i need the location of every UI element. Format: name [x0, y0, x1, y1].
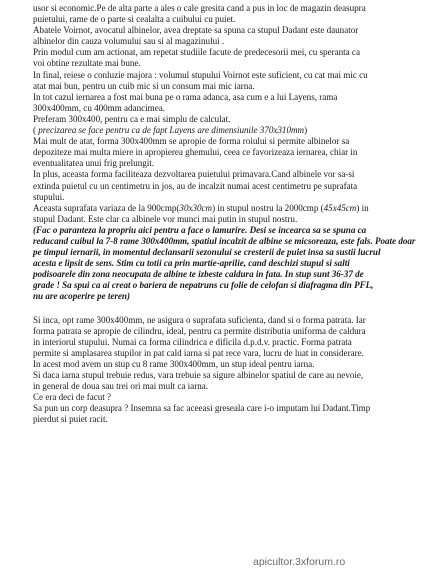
text-line	[33, 103, 433, 114]
text-line	[33, 403, 433, 414]
body-text: albinelor din cauza volumului sau si al magazinului .	[33, 36, 225, 47]
body-text: Abatele Voirnot, avocatul albinelor, avea dreptate sa spuna ca stupul Dadant este daunator	[33, 25, 359, 36]
text-line	[33, 81, 433, 92]
body-text: in general de doua sau trei ori mai mult ca iarna.	[33, 381, 208, 392]
body-text: Ce era deci de facut ?	[33, 392, 112, 403]
body-text: extinda puietul cu un centimetru in jos, au de incalzit numai acest centimetru pe suprafata	[33, 180, 358, 191]
text-section	[33, 3, 433, 303]
emphasized-text: reducand cuibul la 7-8 rame 300x400mm, spatiul incalzit de albine se micsoreaza, este fals. Poate doar	[33, 235, 416, 246]
emphasized-text: 30x30cm	[179, 202, 213, 213]
text-line	[33, 14, 433, 25]
text-line	[33, 381, 433, 392]
emphasized-text: (Fac o paranteza la propriu aici pentru a face o lamurire. Desi se incearca sa se spuna ca	[33, 224, 367, 235]
text-section	[33, 315, 433, 426]
body-text: forma patrata se apropie de cilindru, ideal, pentru ca permite distributia uniforma de caldura	[33, 325, 366, 336]
body-text: eventualitatea unui frig prelungit.	[33, 158, 155, 169]
site-watermark: apicultor.3xforum.ro	[253, 556, 346, 568]
text-line	[33, 348, 433, 359]
body-text: depoziteze mai multa miere in apropierea ghemului, ceea ce favorizeaza iernarea, chiar in	[33, 147, 358, 158]
text-line	[33, 147, 433, 158]
document-page	[33, 3, 433, 425]
body-text: ) in	[356, 202, 369, 213]
text-line	[33, 3, 433, 14]
emphasized-text: pe timpul iernarii, in momentul declansarii sezonului se cresterii de puiet insa sa sustii lucrul	[33, 247, 381, 258]
text-line	[33, 258, 433, 269]
body-text: Preferam 300x400, pentru ca e mai simplu de calculat.	[33, 113, 231, 124]
text-line	[33, 169, 433, 180]
text-line	[33, 337, 433, 348]
body-text: in interiorul stupului. Numai ca forma cilindrica e dificila d.p.d.v. practic. Forma patrata	[33, 336, 352, 347]
text-line	[33, 58, 433, 69]
body-text: )	[304, 125, 308, 136]
text-line	[33, 136, 433, 147]
body-text: Si daca iarna stupul trebuie redus, vara trebuie sa sigure albinelor spatiul de care au nevoie,	[33, 370, 364, 380]
text-line	[33, 125, 433, 136]
text-line	[33, 247, 433, 258]
body-text: atat mai bun, pentru un cuib mic si un consum mai mic iarna.	[33, 80, 255, 91]
text-line	[33, 236, 433, 247]
body-text: Mai mult de atat, forma 300x400mm se apropie de forma roiului si permite albinelor sa	[33, 136, 350, 147]
text-line	[33, 359, 433, 370]
body-text: stupului.	[33, 191, 65, 202]
text-line	[33, 203, 433, 214]
body-text: ) in stupul nostru la 2000cmp (	[212, 202, 324, 213]
body-text: pierdut si puiet racit.	[33, 414, 108, 425]
emphasized-text: nu are acoperire pe teren)	[33, 291, 130, 302]
text-line	[33, 414, 433, 425]
text-line	[33, 114, 433, 125]
body-text: puietului, rame de o parte si cealalta a cuibului cu puiet.	[33, 14, 236, 25]
emphasized-text: precizarea se face pentru ca de fapt Layens are dimensiunile 370x310mm	[38, 125, 305, 136]
text-line	[33, 181, 433, 192]
body-text: Si inca, opt rame 300x400mm, ne asigura o suprafata suficienta, dand si o forma patrata. Iar	[33, 314, 366, 325]
body-text: 300x400mm, cu 400mm adancimea.	[33, 102, 165, 113]
text-line	[33, 269, 433, 280]
body-text: usor si economic.Pe de alta parte a ales o cale gresita cand a pus in loc de magazin deasupra	[33, 3, 366, 13]
text-line	[33, 315, 433, 326]
body-text: Aceasta suprafata variaza de la 900cmp(	[33, 202, 180, 213]
text-line	[33, 326, 433, 337]
text-line	[33, 158, 433, 169]
text-line	[33, 25, 433, 36]
body-text: voi obtine rezultate mai bune.	[33, 58, 141, 69]
text-line	[33, 70, 433, 81]
document-body	[33, 3, 433, 425]
body-text: In final, reiese o conluzie majora : volumul stupului Voirnot este suficient, cu cat mai mic cu	[33, 69, 368, 80]
text-line	[33, 370, 433, 381]
emphasized-text: grade ! Sa spui ca ai creat o bariera de nepatruns cu folie de celofan si diafragma din PFL,	[33, 280, 374, 291]
text-line	[33, 392, 433, 403]
body-text: stupul Dadant. Este clar ca albinele vor munci mai putin in stupul nostru.	[33, 213, 298, 224]
emphasized-text: 45x45cm	[323, 202, 357, 213]
emphasized-text: acesta e lipsit de sens. Stim cu totii ca prin martie-aprilie, cand deschizi stupul si salti	[33, 258, 350, 269]
text-line	[33, 36, 433, 47]
emphasized-text: podisoarele din zona neocupata de albine te izbeste caldura in fata. In stup sunt 36-37 de	[33, 269, 364, 280]
text-line	[33, 280, 433, 291]
text-line	[33, 225, 433, 236]
body-text: Sa pun un corp deasupra ? Insemna sa fac aceeasi greseala care i-o imputam lui Dadant.Timp	[33, 403, 371, 414]
text-line	[33, 214, 433, 225]
body-text: In tot cazul iernarea a fost mai buna pe o rama adanca, asa cum e a lui Layens, rama	[33, 91, 338, 102]
body-text: (	[33, 125, 39, 136]
body-text: permite si amplasarea stupilor in pat cald iarna si pat rece vara, lucru de luat in considerare.	[33, 347, 364, 358]
text-line	[33, 192, 433, 203]
body-text: Prin modul cum am actionat, am repetat studiile facute de predecesorii mei, cu speranta ca	[33, 47, 360, 58]
text-line	[33, 47, 433, 58]
text-line	[33, 92, 433, 103]
text-line	[33, 291, 433, 302]
body-text: In plus, aceasta forma faciliteaza dezvoltarea puietului primavara.Cand albinele vor sa-si	[33, 169, 355, 180]
body-text: In acest mod avem un stup cu 8 rame 300x400mm, un stup ideal pentru iarna.	[33, 358, 315, 369]
